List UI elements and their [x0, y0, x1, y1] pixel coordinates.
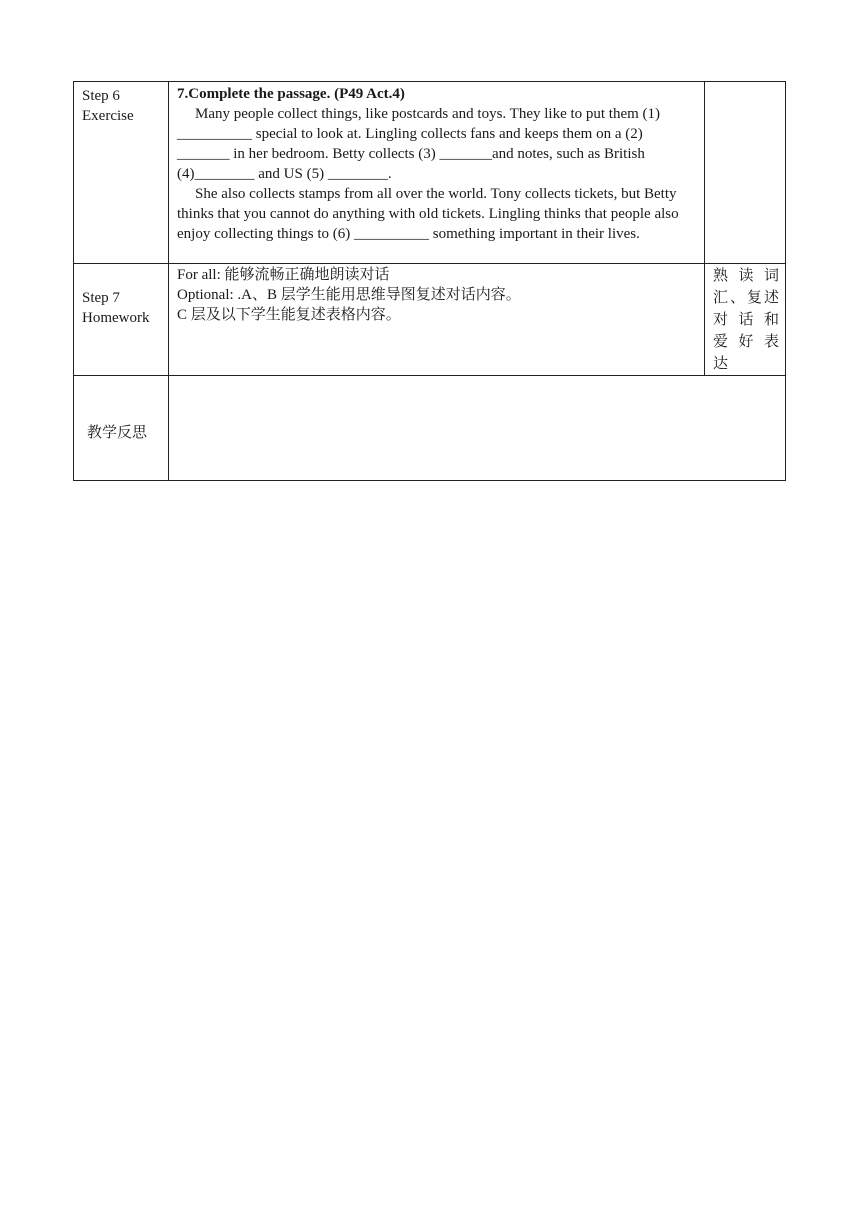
- homework-line-for-all: For all: 能够流畅正确地朗读对话: [177, 267, 390, 283]
- step-number: Step 7: [82, 290, 120, 306]
- table-border-bottom: [73, 480, 786, 481]
- step-6-content-cell: [177, 84, 697, 244]
- note-line: 熟 读 词: [713, 268, 779, 284]
- column-divider-1: [168, 81, 169, 481]
- exercise-heading: 7.Complete the passage. (P49 Act.4): [177, 86, 405, 102]
- step-name: Exercise: [82, 108, 134, 124]
- row-divider-2: [73, 375, 786, 376]
- column-divider-2: [704, 81, 705, 376]
- homework-line-c-level: C 层及以下学生能复述表格内容。: [177, 307, 401, 323]
- teaching-reflection-label: 教学反思: [87, 425, 148, 441]
- homework-line-optional: Optional: .A、B 层学生能用思维导图复述对话内容。: [177, 287, 521, 303]
- note-line: 达: [713, 356, 729, 372]
- table-border-left: [73, 81, 74, 481]
- step-7-label-cell: [82, 288, 167, 328]
- step-6-label-cell: [82, 86, 167, 126]
- passage-paragraph-1: Many people collect things, like postcards and toys. They like to put them (1) __________ special to look at. Lingling collects fans and keeps them on a (2) _______ in her bedroom. Betty collects (3) _______and notes, such as British (4)________ and US (5) ________.: [177, 106, 661, 182]
- step-name: Homework: [82, 310, 150, 326]
- step-number: Step 6: [82, 88, 120, 104]
- note-line: 汇、复述: [713, 290, 779, 306]
- note-line: 对 话 和: [713, 312, 779, 328]
- lesson-plan-table: [73, 81, 786, 481]
- note-line: 爱 好 表: [713, 334, 779, 350]
- table-border-top: [73, 81, 786, 82]
- step-7-note-cell: [713, 265, 779, 375]
- row-divider-1: [73, 263, 786, 264]
- passage-paragraph-2: She also collects stamps from all over the world. Tony collects tickets, but Betty thinks that you cannot do anything with old tickets. Lingling thinks that people also enjoy collecting things to (6) __________ something important in their lives.: [177, 186, 679, 242]
- step-7-content-cell: [177, 265, 697, 325]
- table-border-right: [785, 81, 786, 481]
